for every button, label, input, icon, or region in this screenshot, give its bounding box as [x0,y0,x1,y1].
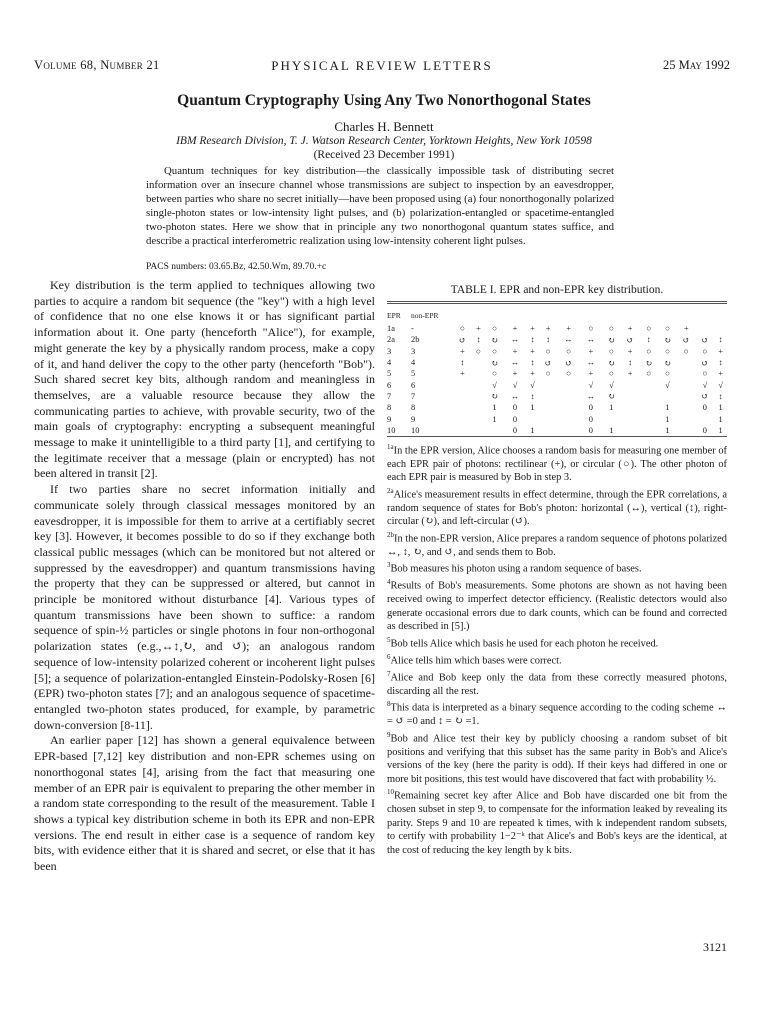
footnote-mark: 10 [387,788,394,797]
table-row [387,425,727,436]
table-cell [557,402,579,413]
table-cell [557,391,579,402]
step-non-epr: 2b [411,335,420,345]
table-cell [453,425,472,436]
table-cell: ↻ [607,358,615,368]
table-cell: ○ [491,324,498,334]
footnote-text: This data is interpreted as a binary sequence according to the coding scheme ↔ = ↺ =0 and ↕ = ↻ =1. [387,702,727,728]
footnote [387,698,727,728]
footnote-mark: 2a [387,486,394,495]
table-cell: 1 [665,403,670,413]
table-cell [677,368,696,379]
table-cell: ○ [608,369,614,379]
table-cell: 1 [609,403,614,413]
table-cell: 0 [702,403,707,413]
table-cell: 1 [718,425,723,435]
table-cell: ↕ [460,358,465,368]
table-cell: ↻ [663,335,671,345]
step-epr: 4 [387,358,392,368]
step-non-epr: - [411,324,414,334]
footnote-text: Alice's measurement results in effect determine, through the EPR correlations, a random sequence of states for Bob's photon: horizontal (↔), vertical (↕), right-circular (↻), and left-circular (↺). [387,489,727,528]
table-cell: ○ [491,369,498,379]
table-cell: 1 [530,425,535,435]
footnote-mark: 9 [387,730,391,739]
table-cell [453,379,472,390]
table-cell: ↕ [530,391,535,401]
body-paragraph: An earlier paper [12] has shown a general equivalence between EPR-based [7,12] key distribution and non-EPR schemes using on nonorthogonal states [4], arising from the fact that measuring one member of an EPR pair is equivalent to preparing the other member in a random state corresponding to the result of the measurement. Table I shows a typical key distribution scheme in both its EPR and non-EPR versions. The end result in either case is a sequence of random key bits, with evidence either that it is shared and secret, or else that it has been [34,733,375,874]
table-cell: ↕ [476,335,481,345]
table-cell: 1 [492,414,497,424]
table-cell: ↻ [607,335,615,345]
table-cell: ↺ [626,335,634,345]
table-cell: ○ [646,369,652,379]
body-paragraph: Key distribution is the term applied to techniques allowing two parties to acquire a random bit sequence (the "key") with a high level of confidence that no one else knows it or has significant partial information about it. One party (henceforth "Alice"), for example, might generate the key by a physically random process, make a copy of it, and hand deliver the copy to the other party (henceforth "Bob"). Such shared secret key bits, although random and meaningless in themselves, are a valuable resource because they allow the communicating parties to achieve, with provable security, two of the main goals of cryptography: encrypting a subsequent meaningful message to make it unintelligible to a third party [1], and certifying to the legitimate receiver that a message (plain or encrypted) has not been altered in transit [2]. [34,278,375,481]
footnote-text: In the non-EPR version, Alice prepares a random sequence of photons polarized ↔, ↕, ↻, and ↺, and sends them to Bob. [387,533,727,558]
step-epr: 7 [387,391,392,401]
footnote-text: Alice tells him which bases were correct. [390,655,562,667]
table-cell: 0 [588,414,593,424]
table-cell: ○ [566,346,572,356]
author: Charles H. Bennett [334,119,434,134]
footnote [387,559,727,576]
table-cell: ↕ [718,391,723,401]
table-cell: 0 [512,414,518,424]
table-cell: ○ [664,346,670,356]
table-cell: ○ [566,369,572,379]
table-cell [453,402,472,413]
table-cell: 1 [530,403,535,413]
table-cell: 1 [492,403,497,413]
table-cell: 1 [718,414,723,424]
table-header-row [387,307,727,323]
step-epr: 1a [387,324,395,334]
table-cell: ↺ [565,358,573,368]
table-cell: √ [718,380,723,390]
abstract: Quantum techniques for key distribution—the classically impossible task of distributing secret information over an insecure channel whose transmissions are subject to inspection by an eavesdropper, between parties who share no secret initially—have been proposed using (a) four nonorthogonally polarized single-photon states or low-intensity light pulses, and (b) polarization-entangled or spacetime-entangled two-photon states. Here we show that in principle any two nonorthogonal quantum states suffice, and describe a practical interferometric realization using low-intensity coherent light pulses. [146,165,614,247]
table-cell: ○ [475,346,481,356]
table-cell: + [459,369,465,379]
header-non-epr: non-EPR [411,310,439,320]
table-cell: ○ [608,346,614,356]
table-cell: ↔ [586,358,596,368]
left-column [34,278,375,875]
table-cell [602,413,621,424]
table-cell: ↻ [663,358,671,368]
table-cell: ↕ [718,335,723,345]
table-cell [472,402,485,413]
table-cell: ○ [491,346,498,356]
step-non-epr: 4 [411,358,416,368]
table-row [387,357,727,368]
pacs-numbers: PACS numbers: 03.65.Bz, 42.50.Wm, 89.70.+c [146,262,327,272]
table-cell [557,413,579,424]
table-caption: TABLE I. EPR and non-EPR key distribution. [450,284,664,296]
step-non-epr: 7 [411,391,416,401]
table-cell: ↔ [564,335,573,345]
footnote-text: Results of Bob's measurements. Some photons are shown as not having been received owing to imperfect detector efficiency. (Realistic detectors would also generate occasional errors due to dark counts, which can be found and corrected as described in [5].) [387,580,727,633]
header-epr: EPR [387,310,401,320]
footnote-text: Remaining secret key after Alice and Bob have discarded one bit from the chosen subset in step 9, to compensate for the information leaked by revealing its parity. Steps 9 and 10 are repeated k times, with k independent random subsets, to certify with probability 1−2⁻ᵏ that Alice's and Bob's keys are the identical, at the cost of reducing the key length by k bits. [387,790,727,856]
table-cell: 0 [512,425,518,435]
table-cell: ○ [459,324,465,334]
table-row [387,334,727,345]
step-epr: 3 [387,346,392,356]
footnote [387,441,727,485]
table-cell [557,379,579,390]
table-cell: ○ [683,346,689,356]
table-cell: 0 [588,425,593,435]
table-cell: + [627,324,633,334]
table-cell: ↺ [701,358,709,368]
table-cell: ↺ [458,335,466,345]
table-cell: ○ [608,324,614,334]
table-bottom-rule [387,436,727,437]
table-cell: + [718,369,723,379]
table-cell: + [512,369,518,379]
table-cell [639,379,658,390]
right-column [387,278,727,857]
table-cell: ○ [588,324,594,334]
table-cell: + [476,324,481,334]
table-cell: √ [492,380,497,390]
table-cell: 1 [665,425,670,435]
table-cell: ↔ [586,391,596,401]
table-top-rule [387,301,727,304]
step-epr: 6 [387,380,392,390]
footnote-text: Alice and Bob keep only the data from these correctly measured photons, discarding all the rest. [387,672,727,697]
table-cell: 0 [512,403,518,413]
footnote-text: Bob tells Alice which basis he used for each photon he received. [390,638,659,650]
table-cell: ↔ [510,391,520,401]
footnote [387,485,727,529]
table-cell [621,425,640,436]
table-cell [453,413,472,424]
table-cell: + [588,369,594,379]
footnote-mark: 4 [387,578,391,587]
table-cell: + [530,369,535,379]
table-cell: ○ [664,369,670,379]
table-cell: 1 [665,414,670,424]
table-cell: √ [512,380,518,390]
table-cell [472,379,485,390]
epr-table [387,307,727,436]
footnote-text: Bob and Alice test their key by publicly choosing a random subset of bit positions and verifying that this subset has the same parity in Bob's and Alice's versions of the key (here the parity is odd). If their keys had differed in one or more bit positions, this test would have discovered that fact with probability ½. [387,733,727,785]
table-cell [677,413,696,424]
affiliation: IBM Research Division, T. J. Watson Research Center, Yorktown Heights, New York 10598 [176,135,592,147]
table-cell [639,402,658,413]
footnote-mark: 5 [387,635,391,644]
table-cell: + [718,346,723,356]
table-cell [485,425,504,436]
table-cell [677,391,696,402]
body-paragraph: If two parties share no secret information initially and communicate solely through classical messages monitored by an eavesdropper, it is impossible for them to arrive at a certifiably secret key [3]. However, it becomes possible to do so if they exchange both classical public messages (which can be monitored but not altered or suppressed by the eavesdropper) and quantum transmissions having the property that they can be suppressed or altered, but cannot in principle be monitored without disturbance [4]. Various types of quantum transmissions have been shown to suffice: a random sequence of spin-½ particles or single photons in four non-orthogonal polarization states (e.g.,↔↕,↻, and ↺); an analogous random sequence of low-intensity polarized coherent or incoherent light pulses [5]; a sequence of polarization-entangled Einstein-Podolsky-Rosen [6] (EPR) two-photon states [7]; and an analogous sequence of spacetime-entangled two-photon states produced, for example, by parametric down-conversion [8-11]. [34,482,375,732]
footnote-mark: 6 [387,652,391,661]
table-cell: ○ [545,346,551,356]
table-cell: 0 [702,425,707,435]
table-cell: ↺ [701,392,709,402]
table-cell: + [566,324,571,334]
footnote [387,668,727,698]
table-cell [472,413,485,424]
table-cell: √ [609,380,614,390]
table-row [387,379,727,390]
step-non-epr: 5 [411,369,416,379]
table-cell: ↔ [510,335,520,345]
journal-name: PHYSICAL REVIEW LETTERS [271,58,493,73]
volume-number: Volume 68, Number 21 [34,58,160,72]
table-cell [696,413,715,424]
step-non-epr: 8 [411,403,416,413]
footnote-text: Bob measures his photon using a random sequence of bases. [390,563,642,575]
table-cell: √ [588,380,594,390]
footnote-mark: 8 [387,700,391,709]
table-cell: ↕ [718,358,723,368]
table-cell [539,379,558,390]
table-cell [539,402,558,413]
table-cell [557,425,579,436]
table-cell: ↕ [546,335,551,345]
table-cell [621,379,640,390]
table-cell: ○ [646,324,652,334]
table-cell: ↕ [646,335,651,345]
table-cell [472,425,485,436]
table-cell: + [530,346,535,356]
table-cell [472,357,485,368]
table-cell [677,425,696,436]
table-row [387,368,727,379]
table-row [387,402,727,413]
table-cell [453,391,472,402]
table-cell: + [627,369,633,379]
table-cell [539,413,558,424]
table-cell: ○ [702,346,708,356]
received-date: (Received 23 December 1991) [313,149,455,161]
table-cell: + [512,324,518,334]
table-cell: ↻ [491,392,499,402]
table-cell: ↻ [491,358,499,368]
table-cell [539,425,558,436]
footnote [387,529,727,559]
table-cell: ↔ [510,358,520,368]
table-cell: 0 [588,403,593,413]
table-cell [621,413,640,424]
step-non-epr: 6 [411,380,416,390]
table-cell: + [459,346,465,356]
footnote-mark: 1a [387,442,394,451]
table-cell: ↕ [627,358,633,368]
table-cell [639,413,658,424]
table-cell: ↺ [701,335,709,345]
table-cell: ○ [664,324,670,334]
table-cell: + [512,346,518,356]
table-cell: ↻ [491,335,499,345]
step-epr: 8 [387,403,392,413]
paper-title: Quantum Cryptography Using Any Two Nonorthogonal States [177,92,591,109]
footnote-mark: 3 [387,561,391,570]
table-row [387,346,727,357]
table-cell [621,391,640,402]
table-cell: ↔ [586,335,596,345]
footnote [387,729,727,786]
footnote [387,786,727,857]
table-cell: ○ [702,369,708,379]
footnote [387,576,727,633]
step-epr: 2a [387,335,395,345]
page-number: 3121 [703,940,727,954]
footnote-text: In the EPR version, Alice chooses a random basis for measuring one member of each EPR pair of photons: rectilinear (+), or circular (○). The other photon of each EPR pair is measured by Bob in step 3. [387,445,727,484]
step-non-epr: 3 [411,346,416,356]
table-cell: √ [665,380,670,390]
step-non-epr: 10 [411,425,420,435]
table-cell: ↻ [607,392,615,402]
table-cell [526,413,539,424]
table-cell: √ [702,380,708,390]
table-cell [696,323,715,334]
table-cell: ○ [646,346,652,356]
table-cell: + [683,324,689,334]
table-row [387,323,727,334]
table-cell [639,391,658,402]
table-cell: + [627,346,633,356]
running-head [34,58,730,76]
step-non-epr: 9 [411,414,416,424]
footnote-mark: 7 [387,669,391,678]
table-cell: + [588,346,594,356]
table-cell: + [545,324,551,334]
table-cell [677,402,696,413]
step-epr: 9 [387,414,392,424]
table-cell: 1 [609,425,614,435]
table-row [387,413,727,424]
table-cell [472,391,485,402]
table-cell: ↺ [544,358,552,368]
table-cell [658,391,677,402]
footnote-mark: 2b [387,530,394,539]
step-epr: 5 [387,369,392,379]
table-footnotes [387,441,727,857]
table-cell: ↻ [645,358,653,368]
table-cell [639,425,658,436]
table-cell: ○ [545,369,551,379]
footnote [387,651,727,668]
issue-date: 25 May 1992 [662,58,730,72]
table-cell [714,323,727,334]
table-cell: ↺ [682,335,690,345]
table-cell: 1 [718,403,723,413]
table-cell: ↕ [530,358,535,368]
footnote [387,634,727,651]
table-cell [472,368,485,379]
table-cell [677,379,696,390]
table-cell: + [530,324,535,334]
table-cell: ↕ [530,335,535,345]
table-cell [539,391,558,402]
table-cell [621,402,640,413]
step-epr: 10 [387,425,396,435]
table-row [387,391,727,402]
table-cell: √ [530,380,535,390]
table-cell [677,357,696,368]
